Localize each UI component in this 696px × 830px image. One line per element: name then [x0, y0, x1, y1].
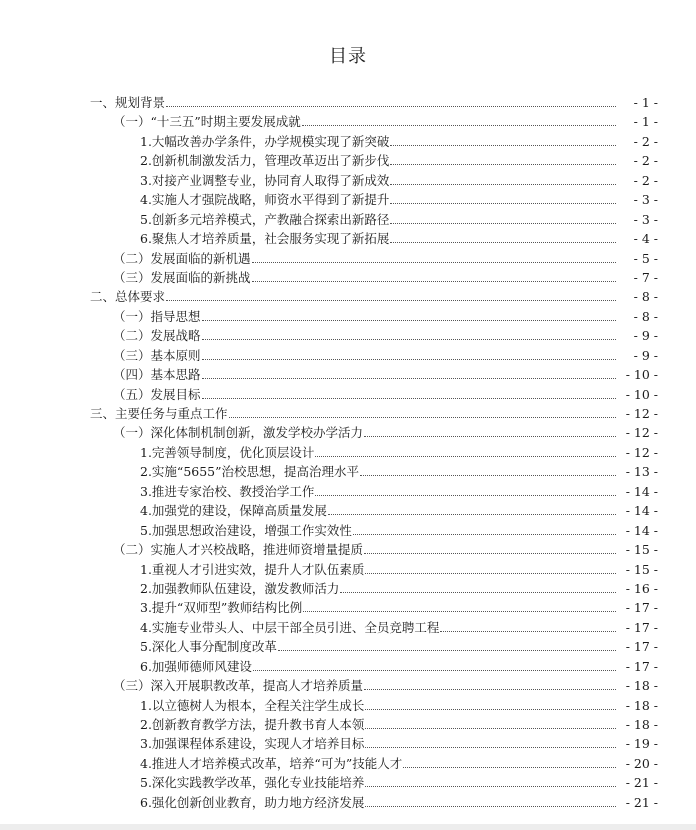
toc-entry-page-number: - 21 -	[616, 773, 658, 792]
toc-entry-text: （一）“十三五”时期主要发展成就	[113, 112, 301, 131]
dot-leader	[364, 553, 646, 554]
toc-entry-page-number: - 18 -	[616, 715, 658, 734]
dot-leader	[315, 495, 646, 496]
toc-entry-page-number: - 12 -	[616, 404, 658, 423]
toc-entry[interactable]	[0, 112, 696, 131]
dot-leader	[166, 300, 646, 301]
toc-entry-text: 5.深化人事分配制度改革	[140, 637, 277, 656]
toc-entry-page-number: - 3 -	[616, 210, 658, 229]
bottom-scroll-edge	[0, 824, 696, 830]
toc-entry-page-number: - 2 -	[616, 151, 658, 170]
toc-entry-page-number: - 2 -	[616, 132, 658, 151]
toc-entry[interactable]	[0, 734, 696, 753]
toc-entry[interactable]	[0, 715, 696, 734]
toc-entry[interactable]	[0, 229, 696, 248]
toc-entry-page-number: - 1 -	[616, 93, 658, 112]
toc-entry-text: 6.聚焦人才培养质量，社会服务实现了新拓展	[140, 229, 389, 248]
toc-entry-page-number: - 16 -	[616, 579, 658, 598]
toc-entry[interactable]	[0, 190, 696, 209]
dot-leader	[365, 747, 646, 748]
toc-entry-text: （五）发展目标	[113, 385, 201, 404]
dot-leader	[340, 592, 646, 593]
toc-entry-page-number: - 14 -	[616, 482, 658, 501]
toc-entry-text: 5.加强思想政治建设，增强工作实效性	[140, 521, 352, 540]
toc-entry[interactable]	[0, 657, 696, 676]
toc-entry-text: （二）发展战略	[113, 326, 201, 345]
toc-entry[interactable]	[0, 423, 696, 442]
toc-entry[interactable]	[0, 637, 696, 656]
toc-entry-page-number: - 14 -	[616, 501, 658, 520]
toc-entry[interactable]	[0, 171, 696, 190]
toc-entry-page-number: - 5 -	[616, 249, 658, 268]
dot-leader	[364, 436, 646, 437]
toc-entry[interactable]	[0, 793, 696, 812]
dot-leader	[202, 339, 646, 340]
toc-entry-text: 4.实施人才强院战略，师资水平得到了新提升	[140, 190, 389, 209]
toc-entry-page-number: - 3 -	[616, 190, 658, 209]
toc-entry[interactable]	[0, 287, 696, 306]
toc-entry-page-number: - 9 -	[616, 346, 658, 365]
dot-leader	[365, 786, 646, 787]
dot-leader	[390, 184, 646, 185]
toc-entry-page-number: - 20 -	[616, 754, 658, 773]
toc-entry[interactable]	[0, 696, 696, 715]
toc-entry-text: 2.创新机制激发活力，管理改革迈出了新步伐	[140, 151, 389, 170]
toc-entry[interactable]	[0, 598, 696, 617]
toc-entry[interactable]	[0, 773, 696, 792]
dot-leader	[302, 125, 646, 126]
toc-entry-page-number: - 17 -	[616, 598, 658, 617]
toc-entry-text: 4.实施专业带头人、中层干部全员引进、全员竞聘工程	[140, 618, 439, 637]
dot-leader	[390, 164, 646, 165]
toc-entry[interactable]	[0, 346, 696, 365]
toc-entry-text: 1.完善领导制度，优化顶层设计	[140, 443, 314, 462]
toc-entry[interactable]	[0, 482, 696, 501]
toc-entry[interactable]	[0, 540, 696, 559]
toc-entry-page-number: - 14 -	[616, 521, 658, 540]
toc-entry-text: 3.加强课程体系建设，实现人才培养目标	[140, 734, 364, 753]
toc-entry-page-number: - 21 -	[616, 793, 658, 812]
toc-entry-text: 二、总体要求	[90, 287, 165, 306]
table-of-contents	[0, 93, 696, 812]
toc-entry-text: 1.大幅改善办学条件，办学规模实现了新突破	[140, 132, 389, 151]
toc-entry-page-number: - 8 -	[616, 307, 658, 326]
toc-entry[interactable]	[0, 249, 696, 268]
toc-entry-text: （三）深入开展职教改革，提高人才培养质量	[113, 676, 363, 695]
toc-entry[interactable]	[0, 365, 696, 384]
toc-entry-page-number: - 17 -	[616, 618, 658, 637]
toc-entry-text: 1.重视人才引进实效，提升人才队伍素质	[140, 560, 364, 579]
toc-entry-text: 4.加强党的建设，保障高质量发展	[140, 501, 327, 520]
toc-entry-page-number: - 10 -	[616, 365, 658, 384]
toc-entry-page-number: - 17 -	[616, 637, 658, 656]
toc-entry-page-number: - 4 -	[616, 229, 658, 248]
toc-entry[interactable]	[0, 579, 696, 598]
toc-entry-text: （三）基本原则	[113, 346, 201, 365]
toc-entry[interactable]	[0, 210, 696, 229]
toc-entry-text: 2.创新教育教学方法，提升教书育人本领	[140, 715, 364, 734]
toc-entry-page-number: - 18 -	[616, 696, 658, 715]
toc-entry-page-number: - 15 -	[616, 560, 658, 579]
toc-entry-text: 6.强化创新创业教育，助力地方经济发展	[140, 793, 364, 812]
toc-entry-page-number: - 2 -	[616, 171, 658, 190]
dot-leader	[229, 417, 646, 418]
toc-entry[interactable]	[0, 93, 696, 112]
toc-entry-text: 2.加强教师队伍建设，激发教师活力	[140, 579, 339, 598]
dot-leader	[278, 650, 646, 651]
toc-entry[interactable]	[0, 326, 696, 345]
dot-leader	[202, 378, 646, 379]
toc-entry-page-number: - 18 -	[616, 676, 658, 695]
dot-leader	[365, 728, 646, 729]
dot-leader	[353, 534, 646, 535]
toc-entry[interactable]	[0, 132, 696, 151]
dot-leader	[202, 398, 646, 399]
toc-entry-text: 3.提升“双师型”教师结构比例	[140, 598, 302, 617]
dot-leader	[365, 709, 646, 710]
toc-entry[interactable]	[0, 560, 696, 579]
toc-entry-page-number: - 8 -	[616, 287, 658, 306]
toc-entry[interactable]	[0, 151, 696, 170]
toc-entry-text: 3.对接产业调整专业，协同育人取得了新成效	[140, 171, 389, 190]
toc-entry-page-number: - 7 -	[616, 268, 658, 287]
toc-entry[interactable]	[0, 676, 696, 695]
dot-leader	[403, 767, 646, 768]
dot-leader	[390, 242, 646, 243]
dot-leader	[252, 281, 646, 282]
toc-entry[interactable]	[0, 385, 696, 404]
toc-entry-text: 1.以立德树人为根本，全程关注学生成长	[140, 696, 364, 715]
dot-leader	[390, 145, 646, 146]
toc-entry-page-number: - 19 -	[616, 734, 658, 753]
dot-leader	[252, 262, 646, 263]
toc-entry-text: （二）实施人才兴校战略，推进师资增量提质	[113, 540, 363, 559]
toc-entry[interactable]	[0, 443, 696, 462]
toc-entry-text: 6.加强师德师风建设	[140, 657, 252, 676]
toc-entry-text: 一、规划背景	[90, 93, 165, 112]
toc-entry[interactable]	[0, 462, 696, 481]
dot-leader	[253, 670, 646, 671]
dot-leader	[328, 514, 646, 515]
toc-entry-page-number: - 12 -	[616, 443, 658, 462]
dot-leader	[365, 573, 646, 574]
toc-entry-text: 三、主要任务与重点工作	[90, 404, 228, 423]
toc-title: 目录	[329, 46, 367, 67]
dot-leader	[202, 359, 646, 360]
toc-entry-page-number: - 1 -	[616, 112, 658, 131]
toc-entry-text: 5.创新多元培养模式，产教融合探索出新路径	[140, 210, 389, 229]
dot-leader	[315, 456, 646, 457]
toc-entry[interactable]	[0, 307, 696, 326]
toc-entry-text: （一）指导思想	[113, 307, 201, 326]
dot-leader	[166, 106, 646, 107]
dot-leader	[303, 611, 646, 612]
dot-leader	[390, 223, 646, 224]
toc-entry-page-number: - 9 -	[616, 326, 658, 345]
toc-entry-page-number: - 10 -	[616, 385, 658, 404]
toc-entry-page-number: - 13 -	[616, 462, 658, 481]
toc-entry[interactable]	[0, 754, 696, 773]
dot-leader	[390, 203, 646, 204]
toc-entry-text: 4.推进人才培养模式改革，培养“可为”技能人才	[140, 754, 402, 773]
dot-leader	[202, 320, 646, 321]
toc-entry-text: 3.推进专家治校、教授治学工作	[140, 482, 314, 501]
toc-entry[interactable]	[0, 404, 696, 423]
toc-entry-text: （二）发展面临的新机遇	[113, 249, 251, 268]
toc-entry-page-number: - 12 -	[616, 423, 658, 442]
toc-entry-page-number: - 15 -	[616, 540, 658, 559]
toc-entry-text: 2.实施“5655”治校思想，提高治理水平	[140, 462, 359, 481]
dot-leader	[364, 689, 646, 690]
toc-entry-text: 5.深化实践教学改革，强化专业技能培养	[140, 773, 364, 792]
toc-entry[interactable]	[0, 501, 696, 520]
toc-entry-text: （三）发展面临的新挑战	[113, 268, 251, 287]
toc-entry-text: （一）深化体制机制创新，激发学校办学活力	[113, 423, 363, 442]
toc-entry[interactable]	[0, 521, 696, 540]
toc-entry-text: （四）基本思路	[113, 365, 201, 384]
toc-entry[interactable]	[0, 618, 696, 637]
toc-entry-page-number: - 17 -	[616, 657, 658, 676]
toc-entry[interactable]	[0, 268, 696, 287]
dot-leader	[365, 806, 646, 807]
dot-leader	[360, 475, 646, 476]
